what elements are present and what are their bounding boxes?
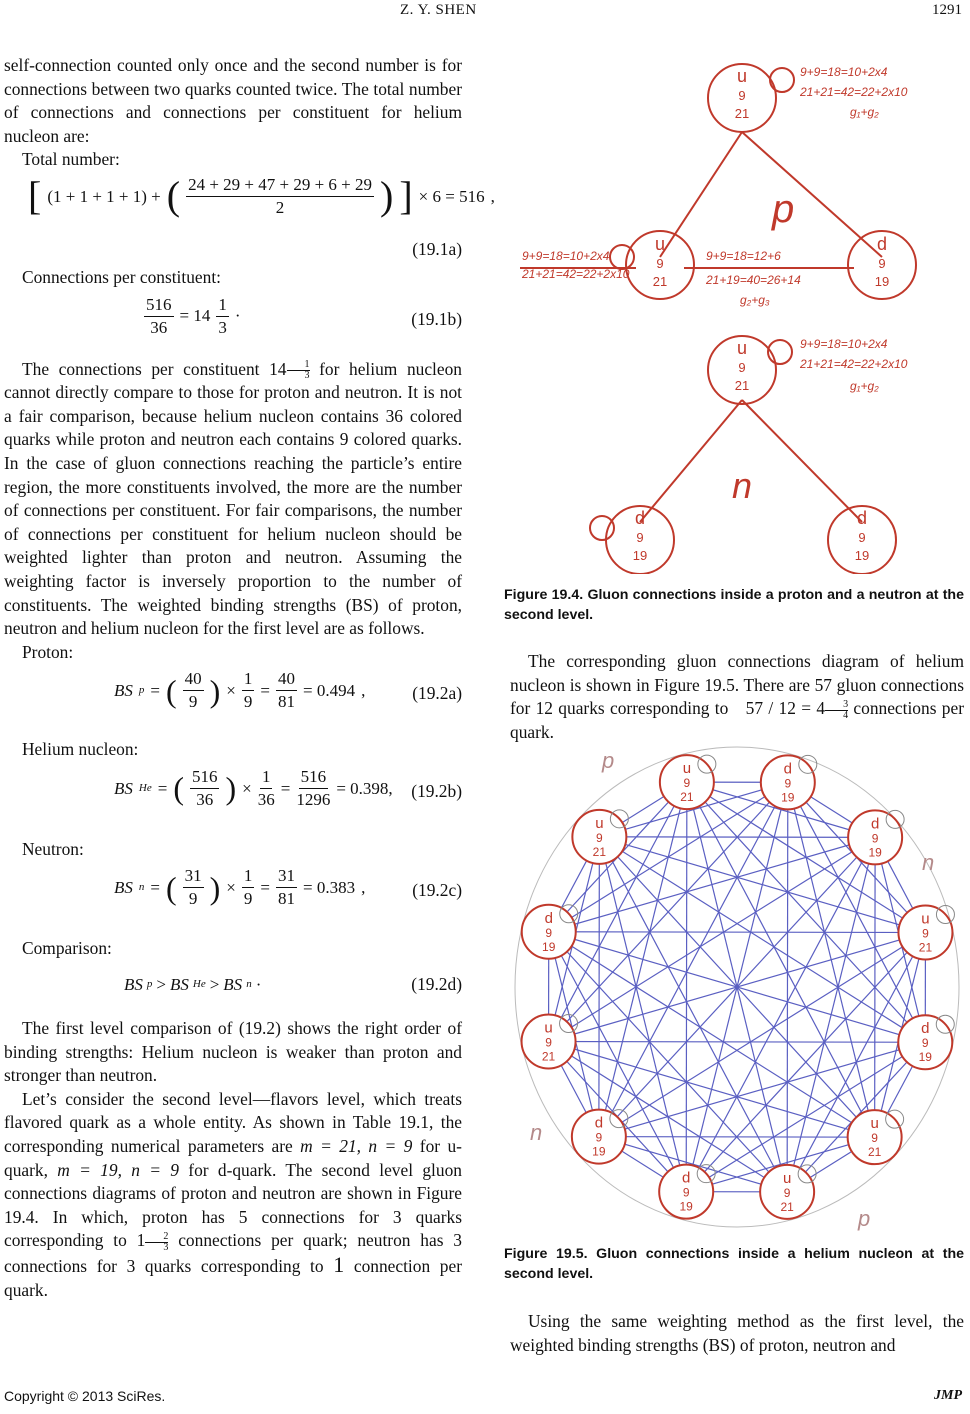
p4-m1: m = 21, n = 9: [300, 1136, 413, 1157]
node-u-flavor: u: [736, 66, 748, 86]
quark-m: 21: [680, 790, 694, 805]
p2-a: The connections per constituent: [22, 358, 260, 379]
paragraph-2: The connections per constituent 14 $\frac{1}{3}$ for helium nucleon cannot directly compare to those for proton and neutron. It is not a fair comparison, because helium nucleon contains 36 colored quarks while proton and neutron each contains 9 colored quarks. In the case of gluon connections reaching the particle’s entire region, the more constituents involved, the more are the number of connections per constituent. For fair comparisons, the number of connections per constituent for helium nucleon should be weighted lighter than proton and neutron. Assuming the weighting factor is inversely proportion to the number of constituents. The weighted binding strengths (BS) of proton, neutron and helium nucleon for the first level are as follows.: [4, 358, 462, 639]
eq-he-c: 1: [260, 766, 273, 789]
p4-rest: The second level gluon connections diagrams of proton and neutron are shown in Figure 19.4. In which, proton has 5 connections for 3 quarks corresponding to: [4, 1159, 462, 1251]
gluon-label: g₁+g₂: [850, 105, 879, 119]
node-d-a: 9: [636, 530, 644, 545]
self-eq-1: 9+9=18=10+2x4: [800, 337, 888, 351]
node-d-flavor: d: [634, 508, 646, 528]
bs: BS: [114, 778, 133, 798]
eq-he-res: = 0.398,: [336, 778, 393, 798]
p5-fden: 4: [843, 709, 849, 721]
eq-number-19-2a: (19.2a): [412, 683, 462, 704]
quark-n: 9: [784, 776, 792, 791]
eq-total-num: 24 + 29 + 47 + 29 + 6 + 29: [186, 174, 374, 197]
eq-per-tail: ·: [234, 306, 241, 326]
copyright: Copyright © 2013 SciRes.: [4, 1388, 166, 1404]
p4-frac-den: 3: [163, 1241, 169, 1253]
p4-for-u: for u-quark,: [4, 1136, 462, 1180]
equation-19-2c: BS n = ( $\frac{31}{9}$ ) × $\frac{1}{9}$ = $\frac{31}{81}$ = 0.383 , (19.2c): [114, 866, 462, 909]
sub-he: He: [192, 978, 206, 991]
edge-ud-1: 9+9=18=12+6: [706, 249, 781, 263]
eq-n-e: 31: [276, 865, 297, 888]
node-u-flavor: u: [736, 338, 748, 358]
node-u-flavor: u: [654, 234, 666, 254]
node-u-b: 21: [734, 378, 750, 393]
figure-19-4-caption: Figure 19.4. Gluon connections inside a proton and a neutron at the second level.: [504, 587, 964, 623]
quark-n: 9: [871, 831, 879, 846]
quark-flavor: d: [870, 815, 880, 833]
quark-node: [522, 905, 578, 959]
quark-n: 9: [683, 776, 691, 791]
node-d-b: 19: [632, 548, 648, 563]
quark-flavor: d: [783, 760, 792, 778]
eq-total-right: × 6 = 516: [418, 186, 485, 206]
quark-n: 9: [682, 1185, 690, 1200]
eq-per-eq: = 14: [179, 306, 211, 326]
eq-n-c: 1: [242, 865, 255, 888]
node-d-b: 19: [854, 548, 870, 563]
node-d-flavor: d: [876, 234, 888, 254]
equation-19-2a: BS p = ( $\frac{40}{9}$ ) × $\frac{1}{9}$ = $\frac{40}{81}$ = 0.494 , (19.2a): [114, 669, 462, 712]
comparison-label: Comparison:: [22, 938, 112, 959]
gluon-connection: [686, 782, 687, 1192]
page-header: [0, 0, 970, 26]
equation-19-2b: BS He = ( $\frac{516}{36}$ ) × $\frac{1}{36}$ = $\frac{516}{1296}$ = 0.398, (19.2b): [114, 766, 462, 809]
quark-n: 9: [545, 925, 553, 940]
quark-m: 21: [592, 844, 607, 859]
sub-n: n: [246, 978, 252, 991]
self-eq-1: 9+9=18=10+2x4: [800, 65, 888, 79]
eq-number-19-1b: (19.1b): [411, 308, 462, 329]
quark-flavor: d: [544, 909, 553, 927]
node-u-a: 9: [656, 256, 664, 271]
quark-n: 9: [921, 1036, 929, 1051]
quark-n: 9: [783, 1185, 791, 1200]
eq-n-d: 9: [243, 889, 253, 909]
edge-uu-2: 21+21=42=22+2x10: [522, 267, 630, 281]
per-label: Connections per constituent:: [22, 266, 221, 287]
paragraph-6: Using the same weighting method as the first level, the weighted binding strengths (BS) of proton, neutron and: [510, 1311, 964, 1355]
quark-n: 9: [595, 1130, 603, 1145]
p4-for-d: for d-quark.: [188, 1159, 277, 1180]
quark-m: 19: [679, 1199, 693, 1214]
node-d-a: 9: [858, 530, 866, 545]
eq-p-tail: ,: [361, 680, 366, 700]
quark-flavor: u: [921, 910, 930, 928]
journal-name: JMP: [934, 1388, 962, 1403]
bs: BS: [114, 878, 133, 898]
edge-uu-1: 9+9=18=10+2x4: [522, 249, 610, 263]
quark-m: 19: [868, 845, 882, 860]
eq-per-fnum: 1: [216, 294, 229, 317]
node-u-a: 9: [738, 88, 746, 103]
quark-flavor: d: [921, 1020, 930, 1038]
quark-m: 19: [592, 1144, 606, 1159]
node-u-b: 21: [734, 106, 750, 121]
eq-total-left: (1 + 1 + 1 + 1) +: [47, 186, 161, 206]
gluon-connection: [549, 1042, 926, 1043]
p5-math: 57 / 12 = 4: [745, 698, 826, 719]
eq-n-f: 81: [277, 889, 295, 909]
quark-node: [898, 905, 954, 959]
quark-node: [659, 1165, 715, 1219]
node-d-flavor: d: [856, 508, 868, 528]
p5-fnum: 3: [825, 700, 848, 711]
quark-m: 19: [918, 1050, 932, 1065]
p4-one: 1: [333, 1252, 345, 1277]
p4-m2: m = 19, n = 9: [57, 1159, 179, 1180]
eq-per-num: 516: [144, 294, 174, 317]
bs-sub: He: [138, 781, 152, 794]
quark-n: 9: [922, 926, 929, 941]
quark-m: 19: [781, 790, 795, 805]
gluon-connection: [599, 837, 875, 838]
eq-total-tail: ,: [490, 186, 495, 206]
p4-final: connection per quark.: [4, 1256, 462, 1300]
eq-n-res: = 0.383: [302, 878, 356, 898]
eq-he-a: 516: [190, 766, 220, 789]
p2-inline: 14: [269, 358, 287, 379]
equation-19-2d: BS p > BS He > BS n · (19.2d): [4, 961, 462, 1011]
node-u-a: 9: [738, 360, 746, 375]
quark-m: 21: [780, 1199, 794, 1214]
quark-node: [572, 810, 628, 864]
eq-total-den: 2: [275, 197, 285, 217]
gluon-connection: [787, 782, 788, 1192]
eq-p-a: 40: [183, 668, 204, 691]
self-eq-2: 21+21=42=22+2x10: [800, 357, 908, 371]
eq-total-frac: [186, 174, 374, 219]
eq-per-den: 36: [150, 317, 168, 337]
quark-m: 19: [542, 939, 556, 954]
bs: BS: [124, 975, 143, 995]
right-text-2: [510, 1310, 964, 1357]
eq-p-f: 81: [277, 692, 295, 712]
proton-label: Proton:: [22, 641, 74, 662]
sub-p: p: [146, 978, 153, 991]
running-title: Z. Y. SHEN: [400, 2, 477, 18]
eq-he-f: 1296: [296, 789, 331, 809]
eq-he-d: 36: [257, 789, 275, 809]
quark-flavor: d: [682, 1169, 691, 1187]
neutron-letter: n: [732, 465, 753, 506]
edge-ud-2: 21+19=40=26+14: [706, 273, 801, 287]
quark-n: 9: [545, 1035, 552, 1050]
bs-sub: n: [138, 881, 145, 894]
equation-19-1b: [4, 290, 462, 354]
fig5-p-label: p: [858, 1206, 871, 1231]
node-d-a: 9: [878, 256, 886, 271]
quark-flavor: u: [595, 814, 604, 832]
gluon-label: g₁+g₂: [850, 379, 879, 393]
quark-flavor: u: [782, 1169, 792, 1187]
p5-a: The corresponding gluon connections diagram of helium nucleon is shown in Figure 19.5. There are 57 gluon connections for 12 quarks corresponding to: [510, 651, 964, 719]
p4-frac-whole: 1: [136, 1230, 146, 1251]
quark-m: 21: [541, 1049, 556, 1064]
quark-n: 9: [871, 1131, 878, 1146]
bs: BS: [114, 680, 133, 700]
quark-n: 9: [596, 830, 603, 845]
paragraph-4: [4, 1088, 462, 1302]
quark-node: [761, 755, 817, 809]
helium-label: Helium nucleon:: [22, 739, 139, 760]
figure-19-5-caption: Figure 19.5. Gluon connections inside a helium nucleon at the second level.: [504, 1246, 964, 1282]
quark-node: [898, 1015, 954, 1069]
quark-flavor: d: [594, 1114, 604, 1132]
eq-p-c: 1: [242, 668, 255, 691]
p4-end: connections per quark; neutron has 3 connections for 3 quarks corresponding to: [4, 1230, 462, 1276]
equation-19-1a: [ (1 + 1 + 1 + 1) + ( $\frac{24 + 29 + 47 + 29 + 6 + 29}{2}$ ) ] × 6 = 516 ,: [28, 173, 495, 219]
proton-letter: p: [772, 187, 795, 231]
gluon-connection: [549, 932, 926, 933]
eq-p-e: 40: [276, 668, 297, 691]
bs: BS: [169, 975, 189, 995]
p2-b: for helium nucleon cannot directly compare to those for proton and neutron. It is not a fair comparison, because helium nucleon contains 36 colored quarks while proton and neutron each contains 9 colored quarks. In the case of gluon connections reaching the particle’s entire region, the more constituents involved, the more are the number of connections per constituent. For fair comparisons, the number of connections per constituent for helium nucleon should be weighted lighter than proton and neutron. Assuming the weighting factor is inversely proportion to the number of constituents. The weighted binding strengths (BS) of proton, neutron and helium nucleon for the first level are as follows.: [4, 358, 462, 639]
quark-flavor: u: [544, 1019, 553, 1037]
eq-n-tail: ,: [361, 878, 366, 898]
p4-frac-num: 2: [145, 1232, 168, 1243]
page-number: 1291: [932, 2, 962, 18]
eq-number-19-1a: (19.1a): [412, 238, 462, 259]
self-eq-2: 21+21=42=22+2x10: [800, 85, 908, 99]
quark-m: 21: [918, 940, 933, 955]
eq-p-d: 9: [243, 692, 253, 712]
gluon-label-3: g₂+g₃: [740, 293, 770, 307]
bs: BS: [223, 975, 243, 995]
quark-node: [848, 1110, 904, 1164]
p4-a: Let’s consider the second level—flavors level, which treats flavored quark as a whole entity. As shown in Table 19.1, the corresponding numerical parameters are: [4, 1088, 462, 1157]
total-label: Total number:: [22, 149, 120, 170]
quark-node: [848, 810, 904, 864]
eq-p-res: = 0.494: [302, 680, 356, 700]
fig5-n-label: n: [922, 850, 935, 875]
eq-number-19-2c: (19.2c): [412, 880, 462, 901]
quark-m: 21: [867, 1145, 882, 1160]
figure-19-4: [510, 52, 964, 574]
node-d-b: 19: [874, 274, 890, 289]
quark-node: [572, 1110, 628, 1164]
paragraph-1: self-connection counted only once and the second number is for connections between two quarks counted twice. The total number of connections and connections per constituent for helium nucleon are:: [4, 55, 462, 146]
p5-b: connections per quark.: [510, 698, 964, 742]
fig5-n-label: n: [530, 1120, 543, 1145]
left-column: [4, 54, 495, 1302]
quark-node: [660, 755, 716, 809]
eq-n-a: 31: [183, 865, 204, 888]
eq-number-19-2b: (19.2b): [411, 780, 462, 801]
eq-p-b: 9: [188, 692, 198, 712]
bs-sub: p: [138, 683, 145, 696]
eq-number-19-2d: (19.2d): [411, 974, 462, 995]
eq-he-b: 36: [196, 789, 214, 809]
eq-he-e: 516: [299, 766, 329, 789]
quark-flavor: u: [870, 1115, 879, 1133]
quark-node: [522, 1015, 578, 1069]
eq-n-b: 9: [188, 889, 198, 909]
paragraph-3: The first level comparison of (19.2) shows the right order of binding strengths: Helium nucleon is weaker than proton and stronger than neutron.: [4, 1018, 462, 1086]
quark-flavor: u: [682, 760, 692, 778]
eq-per-fden: 3: [218, 317, 227, 337]
quark-node: [760, 1165, 816, 1219]
figure-19-5: [510, 742, 964, 1232]
neutron-label: Neutron:: [22, 838, 84, 859]
paragraph-5: [510, 650, 964, 744]
fig5-p-label: p: [602, 748, 615, 773]
node-u-b: 21: [652, 274, 668, 289]
right-text-1: [510, 650, 964, 744]
